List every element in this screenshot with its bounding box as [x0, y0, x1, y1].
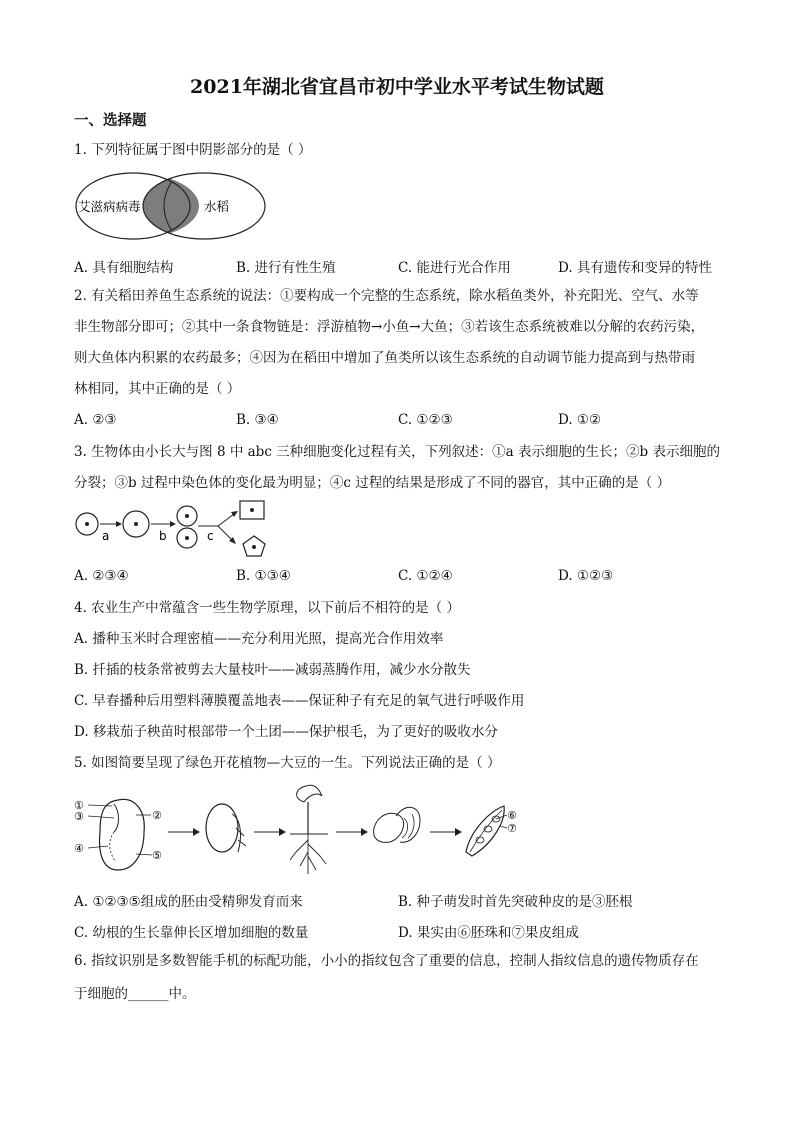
q2-line-4: 林相同，其中正确的是（ ） [74, 381, 241, 397]
label-a: a [102, 529, 110, 543]
q4-option-d: D. 移栽茄子秧苗时根部带一个土团——保护根毛，为了更好的吸收水分 [74, 724, 498, 740]
q1-option-d: D. 具有遗传和变异的特性 [558, 260, 712, 276]
label-c: c [207, 529, 214, 543]
q1-option-b: B. 进行有性生殖 [236, 260, 336, 276]
q3-option-c: C. ①②④ [398, 568, 453, 584]
q3-line-1: 3. 生物体由小长大与图 8 中 abc 三种细胞变化过程有关，下列叙述：①a 表示细胞的生长；②b 表示细胞的 [74, 444, 720, 460]
q5-option-c: C. 幼根的生长靠伸长区增加细胞的数量 [74, 925, 309, 941]
q2-line-1: 2. 有关稻田养鱼生态系统的说法：①要构成一个完整的生态系统，除水稻鱼类外，补充阳光、空气、水等 [74, 288, 699, 304]
q4-option-b: B. 扦插的枝条常被剪去大量枝叶——减弱蒸腾作用，减少水分散失 [74, 662, 471, 678]
q3-option-d: D. ①②③ [558, 568, 614, 584]
q3-cell-diagram [74, 498, 284, 562]
q1-stem: 1. 下列特征属于图中阴影部分的是（ ） [74, 142, 312, 158]
q2-line-3: 则大鱼体内积累的农药最多；④因为在稻田中增加了鱼类所以该生态系统的自动调节能力提高到与热带雨 [74, 350, 695, 366]
page-title: 2021年湖北省宜昌市初中学业水平考试生物试题 [190, 76, 604, 98]
venn-left-label: 艾滋病病毒 [78, 199, 141, 214]
q5-stem: 5. 如图简要呈现了绿色开花植物—大豆的一生。下列说法正确的是（ ） [74, 755, 501, 771]
label-7: ⑦ [507, 822, 517, 835]
q5-option-d: D. 果实由⑥胚珠和⑦果皮组成 [398, 925, 579, 941]
q1-option-c: C. 能进行光合作用 [398, 260, 511, 276]
label-b: b [159, 529, 167, 543]
q1-venn-diagram [74, 169, 270, 245]
q5-option-b: B. 种子萌发时首先突破种皮的是③胚根 [398, 894, 633, 910]
q6-line-2: 于细胞的______中。 [74, 986, 196, 1002]
venn-right-label: 水稻 [204, 199, 230, 214]
q4-option-c: C. 早春播种后用塑料薄膜覆盖地表——保证种子有充足的氧气进行呼吸作用 [74, 693, 525, 709]
q5-option-a: A. ①②③⑤组成的胚由受精卵发育而来 [74, 894, 303, 910]
label-1: ① [74, 799, 84, 812]
label-5: ⑤ [152, 849, 162, 862]
q3-option-b: B. ①③④ [236, 568, 291, 584]
q2-option-c: C. ①②③ [398, 412, 453, 428]
label-4: ④ [74, 842, 84, 855]
q6-line-1: 6. 指纹识别是多数智能手机的标配功能，小小的指纹包含了重要的信息，控制人指纹信息的遗传物质存在 [74, 953, 699, 969]
q2-line-2: 非生物部分即可；②其中一条食物链是：浮游植物→小鱼→大鱼；③若该生态系统被难以分解的农药污染， [74, 319, 705, 335]
label-6: ⑥ [507, 809, 517, 822]
label-3: ③ [74, 810, 84, 823]
q2-option-b: B. ③④ [236, 412, 279, 428]
q5-plant-lifecycle-diagram [74, 782, 534, 882]
section-heading: 一、选择题 [74, 112, 147, 129]
q4-option-a: A. 播种玉米时合理密植——充分利用光照，提高光合作用效率 [74, 631, 444, 647]
label-2: ② [152, 809, 162, 822]
q3-option-a: A. ②③④ [74, 568, 129, 584]
q2-option-a: A. ②③ [74, 412, 117, 428]
q2-option-d: D. ①② [558, 412, 602, 428]
q1-option-a: A. 具有细胞结构 [74, 260, 174, 276]
q4-stem: 4. 农业生产中常蕴含一些生物学原理，以下前后不相符的是（ ） [74, 600, 460, 616]
q3-line-2: 分裂；③b 过程中染色体的变化最为明显；④c 过程的结果是形成了不同的器官，其中正确的是（ ） [74, 475, 671, 491]
